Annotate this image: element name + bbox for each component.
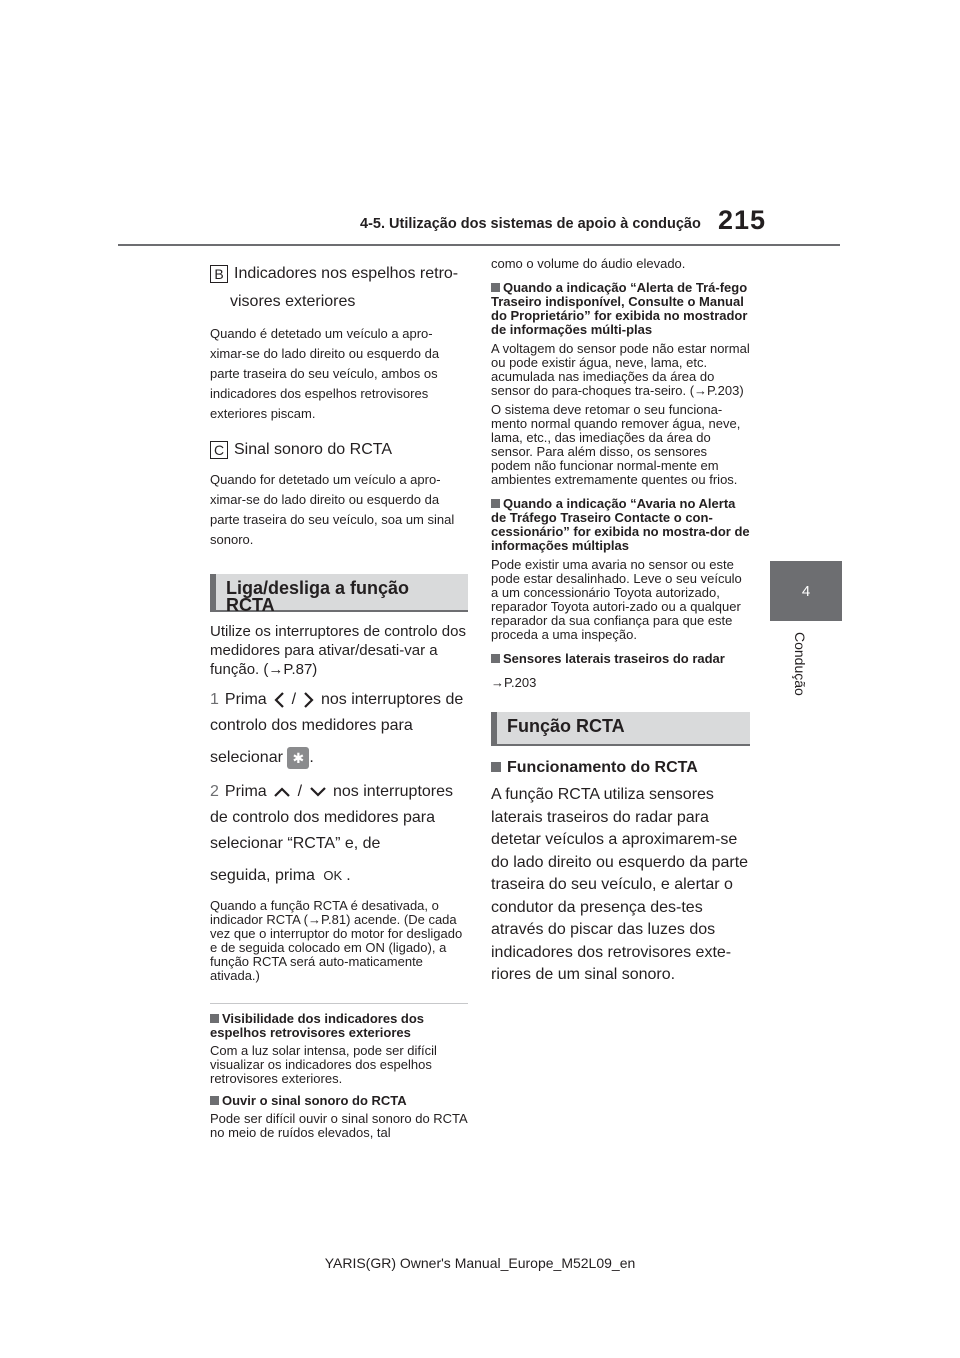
note-divider (210, 1003, 468, 1004)
step-2-number: 2 (210, 783, 219, 800)
step-1-number: 1 (210, 691, 219, 708)
bullet-square-icon (491, 283, 500, 292)
left-column (210, 260, 468, 1140)
operation-body: A função RCTA utiliza sensores laterais traseiros do radar para detetar veículos a aproximarem-se do lado direito ou esquerdo da parte traseira do seu veículo, e alertar o condutor da presença des-tes através do piscar das luzes dos indicadores dos retrovisores exte-riores de um sinal sonoro. (491, 786, 749, 983)
toggle-intro: Utilize os interruptores de controlo dos medidores para ativar/desati-var a função. (→P.87) (210, 623, 466, 678)
bullet-sound-heading: Ouvir o sinal sonoro do RCTA (210, 1094, 468, 1108)
item-c-title: C Sinal sonoro do RCTA (210, 436, 468, 464)
header-divider (118, 244, 840, 246)
step-2: 2 Prima / nos interruptores de controlo dos medidores para selecionar “RCTA” e, de seguida, prima OK . (210, 783, 454, 884)
sub-heading-operation: Funcionamento do RCTA (491, 758, 750, 778)
settings-gear-icon: ✱ (287, 747, 309, 769)
down-arrow-icon (309, 786, 327, 798)
bullet-sensors-ref: →P.203 (491, 675, 537, 690)
deactivation-note: Quando a função RCTA é desativada, o indicador RCTA (→P.81) acende. (De cada vez que o interruptor do motor for desligado e de seguida colocado em ON (ligado), a função RCTA será auto-maticamente ativada.) (210, 898, 463, 983)
label-c: C (210, 441, 228, 459)
left-arrow-icon (273, 691, 285, 709)
chapter-tab-label: Condução (792, 632, 808, 696)
continued-text: como o volume do áudio elevado. (491, 256, 686, 271)
label-b: B (210, 265, 228, 283)
bullet-malfunction-heading: Quando a indicação “Avaria no Alerta de Tráfego Traseiro Contacte o con-cessionário” for exibida no mostra-dor de informações múltiplas (491, 496, 750, 553)
section-heading-function: Função RCTA (491, 712, 750, 746)
chapter-tab-number: 4 (801, 582, 811, 600)
bullet-unavailable-heading: Quando a indicação “Alerta de Trá-fego Traseiro indisponível, Consulte o Manual do Proprietário” for exibida no mostrador de informações múlti-plas (491, 280, 748, 337)
step-1: 1 Prima / nos interruptores de controlo dos medidores para selecionar ✱ . (210, 687, 468, 771)
bullet-square-icon (210, 1096, 219, 1105)
bullet-sound-body: Pode ser difícil ouvir o sinal sonoro do RCTA no meio de ruídos elevados, tal (210, 1111, 467, 1140)
chapter-title: 4-5. Utilização dos sistemas de apoio à condução (360, 216, 701, 232)
bullet-sensors-heading: Sensores laterais traseiros do radar (491, 652, 750, 666)
bullet-unavailable-body-1: A voltagem do sensor pode não estar normal ou pode existir água, neve, lama, etc. acumulada nas imediações da área do sensor do para-choques tra-seiro. (→P.203) (491, 341, 750, 398)
bullet-visibility-body: Com a luz solar intensa, pode ser difícil visualizar os indicadores dos espelhos retrovisores exteriores. (210, 1043, 437, 1086)
bullet-square-icon (491, 654, 500, 663)
right-arrow-icon (303, 691, 315, 709)
bullet-square-icon (491, 762, 501, 772)
chapter-tab (770, 561, 842, 621)
item-b-body: Quando é detetado um veículo a apro-ximar-se do lado direito ou esquerdo da parte traseira do seu veículo, ambos os indicadores dos espelhos retrovisores exteriores piscam. (210, 326, 440, 421)
footer-text: YARIS(GR) Owner's Manual_Europe_M52L09_en (324, 1255, 636, 1271)
item-b-title: B Indicadores nos espelhos retro- (210, 260, 468, 288)
up-arrow-icon (273, 786, 291, 798)
bullet-square-icon (491, 499, 500, 508)
bullet-unavailable-body-2: O sistema deve retomar o seu funciona-mento normal quando remover água, neve, lama, etc., das imediações da área do sensor. Para além disso, os sensores podem não funcionar normal-mente em ambientes extremamente quentes ou frios. (491, 402, 741, 487)
bullet-malfunction-body: Pode existir uma avaria no sensor ou este pode estar desalinhado. Leve o seu veículo a um concessionário Toyota autorizado, reparador Toyota autori-zado ou a qualquer reparador da sua confiança para que este proceda a uma inspeção. (491, 557, 742, 642)
section-heading-toggle: Liga/desliga a função RCTA (210, 574, 468, 612)
ok-button-icon: OK (323, 868, 343, 883)
right-column (491, 257, 750, 987)
bullet-visibility-heading: Visibilidade dos indicadores dos espelhos retrovisores exteriores (210, 1011, 425, 1040)
item-b-title-2: visores exteriores (230, 293, 356, 310)
page-number: 215 (718, 205, 767, 235)
bullet-square-icon (210, 1014, 219, 1023)
item-c-body: Quando for detetado um veículo a apro-ximar-se do lado direito ou esquerdo da parte traseira do seu veículo, soa um sinal sonoro. (210, 472, 455, 547)
